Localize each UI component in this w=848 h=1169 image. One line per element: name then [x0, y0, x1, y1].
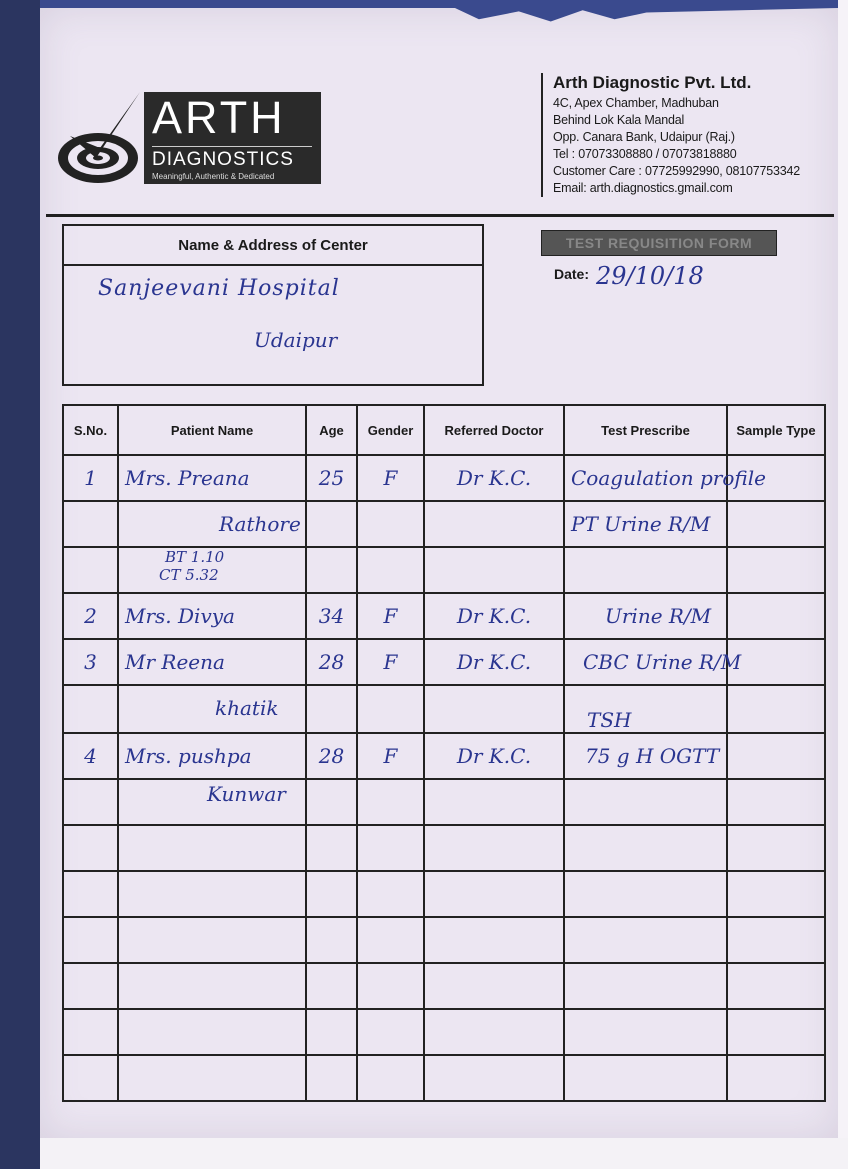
cell-test: Coagulation profile [564, 455, 727, 501]
col-header-patient-name: Patient Name [118, 405, 306, 455]
col-header-gender: Gender [357, 405, 424, 455]
date-value: 29/10/18 [596, 262, 704, 290]
table-row-empty [63, 825, 825, 871]
cell-gender: F [357, 593, 424, 639]
patient-table [62, 404, 826, 1102]
cell-sno [63, 501, 118, 547]
date-label: Date: [554, 266, 590, 282]
cell-patient-name: Mrs. Preana [118, 455, 306, 501]
cell-age: 34 [306, 593, 357, 639]
table-row-empty [63, 1055, 825, 1101]
cell-test: CBC Urine R/M [564, 639, 727, 685]
cell-doctor: Dr K.C. [424, 639, 564, 685]
cell-doctor [424, 779, 564, 825]
cell-sample-type [727, 639, 825, 685]
cell-sample-type [727, 501, 825, 547]
cell-patient-name: Mrs. Divya [118, 593, 306, 639]
cell-doctor [424, 547, 564, 593]
col-header-age: Age [306, 405, 357, 455]
cell-sno: 2 [63, 593, 118, 639]
form-title: TEST REQUISITION FORM [541, 230, 777, 256]
cell-age [306, 501, 357, 547]
cell-sno [63, 685, 118, 733]
center-name: Sanjeevani Hospital [98, 276, 340, 301]
customer-care-line: Customer Care : 07725992990, 08107753342 [553, 164, 801, 178]
cell-sno: 4 [63, 733, 118, 779]
phone-line: Tel : 07073308880 / 07073818880 [553, 147, 737, 161]
col-header-referred-doctor: Referred Doctor [424, 405, 564, 455]
cell-sample-type [727, 733, 825, 779]
table-row-empty [63, 1009, 825, 1055]
cell-test: 75 g H OGTT [564, 733, 727, 779]
cell-test: Urine R/M [564, 593, 727, 639]
col-header-test-prescribe: Test Prescribe [564, 405, 727, 455]
background-edge [0, 0, 40, 1169]
background-edge-bottom [40, 1138, 848, 1169]
logo-block [144, 92, 321, 184]
cell-gender: F [357, 639, 424, 685]
address-line: Behind Lok Kala Mandal [553, 113, 685, 127]
table-row [63, 547, 825, 593]
table-row [63, 593, 825, 639]
cell-doctor: Dr K.C. [424, 455, 564, 501]
cell-gender [357, 779, 424, 825]
center-heading: Name & Address of Center [64, 226, 482, 266]
cell-age: 28 [306, 639, 357, 685]
cell-gender [357, 685, 424, 733]
cell-test [564, 779, 727, 825]
table-row [63, 639, 825, 685]
table-row [63, 779, 825, 825]
cell-doctor: Dr K.C. [424, 733, 564, 779]
cell-sample-type [727, 547, 825, 593]
cell-age: 25 [306, 455, 357, 501]
table-row [63, 685, 825, 733]
cell-doctor [424, 501, 564, 547]
table-row [63, 501, 825, 547]
cell-patient-name: Mrs. pushpa [118, 733, 306, 779]
cell-sample-type [727, 593, 825, 639]
cell-sample-type [727, 779, 825, 825]
cell-test: PT Urine R/M [564, 501, 727, 547]
cell-patient-name: Rathore [118, 501, 306, 547]
cell-test: TSH [564, 685, 727, 733]
cell-doctor [424, 685, 564, 733]
table-row [63, 733, 825, 779]
address-line: 4C, Apex Chamber, Madhuban [553, 96, 719, 110]
cell-patient-name: Kunwar [118, 779, 306, 825]
table-row-empty [63, 963, 825, 1009]
header-divider [46, 214, 834, 217]
cell-sno [63, 779, 118, 825]
cell-gender: F [357, 455, 424, 501]
cell-patient-name: Mr Reena [118, 639, 306, 685]
logo-subtitle: DIAGNOSTICS [152, 146, 312, 171]
cell-age [306, 685, 357, 733]
cell-gender: F [357, 733, 424, 779]
col-header-sno: S.No. [63, 405, 118, 455]
logo-tagline: Meaningful, Authentic & Dedicated [152, 172, 275, 181]
logo-word: ARTH [152, 92, 286, 143]
cell-sno [63, 547, 118, 593]
cell-sample-type [727, 685, 825, 733]
cell-gender [357, 547, 424, 593]
company-name: Arth Diagnostic Pvt. Ltd. [553, 73, 752, 92]
cell-sno: 3 [63, 639, 118, 685]
table-row [63, 455, 825, 501]
center-address-box [62, 224, 484, 386]
cell-sno: 1 [63, 455, 118, 501]
table-header-row [63, 405, 825, 455]
company-address-block [541, 73, 800, 197]
cell-test [564, 547, 727, 593]
table-row-empty [63, 917, 825, 963]
address-line: Opp. Canara Bank, Udaipur (Raj.) [553, 130, 735, 144]
cell-doctor: Dr K.C. [424, 593, 564, 639]
col-header-sample-type: Sample Type [727, 405, 825, 455]
cell-age: 28 [306, 733, 357, 779]
background-edge-right [838, 0, 848, 1169]
center-city: Udaipur [254, 328, 338, 352]
cell-gender [357, 501, 424, 547]
cell-age [306, 779, 357, 825]
table-row-empty [63, 871, 825, 917]
cell-patient-name: khatik [118, 685, 306, 733]
cell-patient-name: BT 1.10 CT 5.32 [118, 547, 306, 593]
cell-age [306, 547, 357, 593]
email-line: Email: arth.diagnostics.gmail.com [553, 181, 733, 195]
